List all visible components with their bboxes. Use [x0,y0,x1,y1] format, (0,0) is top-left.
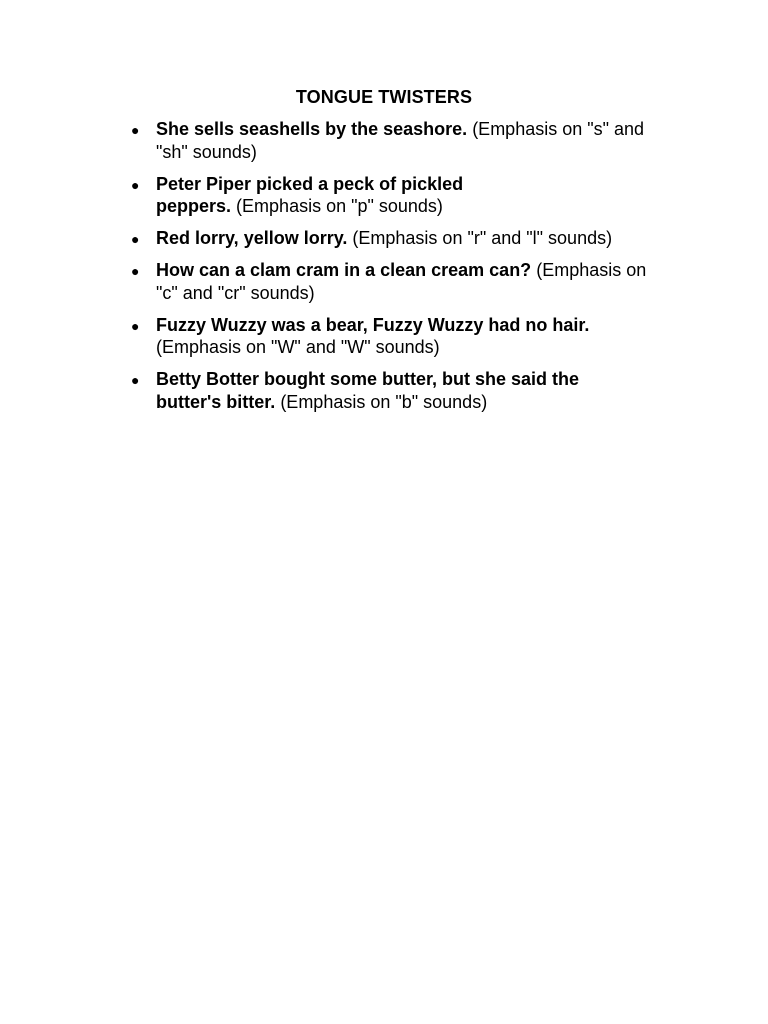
document-title: TONGUE TWISTERS [295,87,473,107]
emphasis-note: (Emphasis on "r" and "l" sounds) [352,228,613,248]
twister-phrase: How can a clam cram in a clean cream can? [156,260,532,280]
list-item [131,173,506,218]
twister-phrase: Betty Botter bought some butter, but she said the butter's bitter. [156,369,580,412]
list-item [131,118,656,163]
twister-phrase: She sells seashells by the seashore. [156,119,468,139]
tongue-twister-list [131,118,676,423]
emphasis-note: (Emphasis on "p" sounds) [236,196,443,216]
list-item [131,259,666,304]
bullet-icon: ● [131,176,140,193]
bullet-icon: ● [131,231,140,247]
bullet-icon: ● [131,122,140,138]
list-item [131,368,636,413]
twister-phrase: Peter Piper picked a peck of pickled peppers. [156,173,464,216]
emphasis-note: (Emphasis on "b" sounds) [280,391,488,412]
list-item [131,227,676,250]
emphasis-note: (Emphasis on "s" and "sh" sounds) [156,119,645,162]
twister-phrase: Fuzzy Wuzzy was a bear, Fuzzy Wuzzy had no hair. [156,314,590,335]
bullet-icon: ● [131,317,140,334]
bullet-icon: ● [131,263,140,279]
bullet-icon: ● [131,372,140,388]
twister-phrase: Red lorry, yellow lorry. [156,228,348,248]
emphasis-note: (Emphasis on "W" and "W" sounds) [156,337,440,357]
emphasis-note: (Emphasis on "c" and "cr" sounds) [156,260,647,303]
list-item [131,314,596,359]
